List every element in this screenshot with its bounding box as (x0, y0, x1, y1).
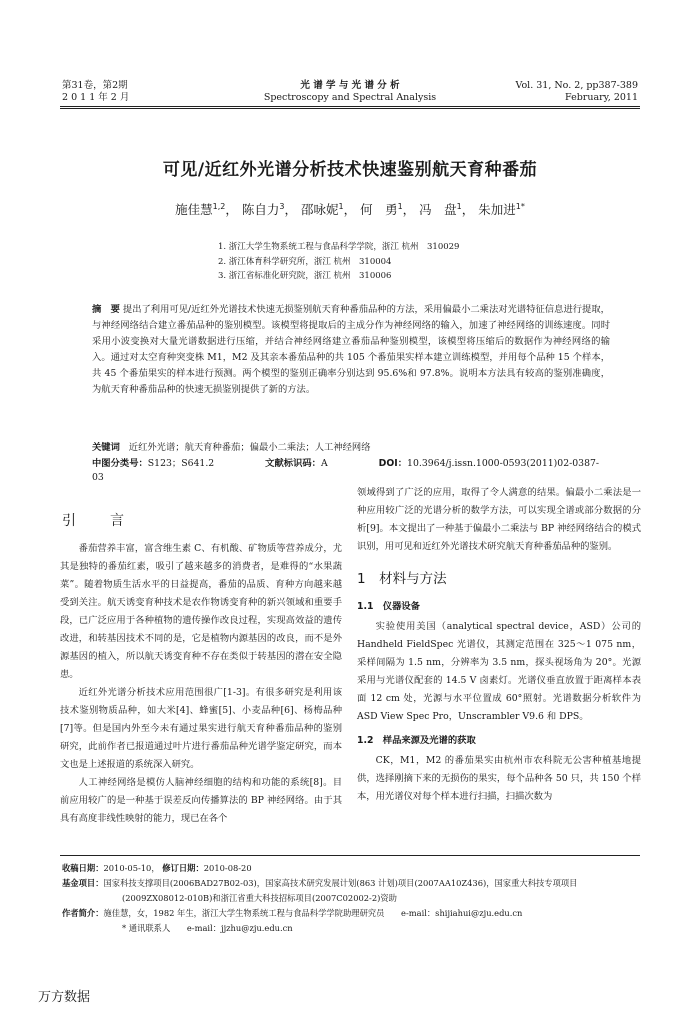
doc-code: 文献标识码：A (265, 458, 328, 469)
funding: 基金项目：国家科技支撑项目(2006BAD27B02-03)，国家高技术研究发展计划(863 计划)项目(2007AA10Z436)，国家重大科技专项项目 (62, 878, 578, 888)
classification-line (92, 457, 610, 485)
corresponding-author: * 通讯联系人 e-mail：jjzhu@zju.edu.cn (122, 923, 293, 933)
affiliation: 3. 浙江省标准化研究院，浙江 杭州 310006 (218, 271, 392, 281)
keywords-text: 近红外光谱；航天育种番茄；偏最小二乘法；人工神经网络 (128, 442, 371, 453)
paragraph: 人工神经网络是模仿人脑神经细胞的结构和功能的系统[8]。目前应用较广的是一种基于误差反向传播算法的 BP 神经网络。由于其具有高度非线性映射的能力，现已在各个 (60, 777, 342, 824)
volume-pages-en: Vol. 31, No. 2, pp387-389 (515, 80, 638, 91)
footnote-rule (60, 855, 640, 856)
volume-issue-cn: 第31卷，第2期 (62, 80, 128, 91)
author: 陈自力$^3$ (241, 201, 285, 217)
subsection-heading: 1.2 样品来源及光谱的获取 (357, 735, 476, 746)
paragraph: 番茄营养丰富，富含维生素 C、有机酸、矿物质等营养成分，尤其是独特的番茄红素，吸引了越来越多的消费者，是难得的“水果蔬菜”。随着物质生活水平的日益提高，番茄的品质、育种方向越来越受到关注。航天诱变育种技术是农作物诱变育种的新兴领域和重要手段，已广泛应用于各种植物的遗传操作改良过程，实现高效益的遗传改进，和转基因技术不同的是，它是植物内源基因的改良，而不是外源基因的植入，所以航天诱变育种不存在类似于转基因的潜在安全隐患。 (60, 543, 342, 680)
keywords-label: 关键词 (92, 442, 120, 453)
affiliation: 2. 浙江体育科学研究所，浙江 杭州 310004 (218, 256, 392, 267)
paragraph: 近红外光谱分析技术应用范围很广[1-3]。有很多研究是利用该技术鉴别物质品种，如大米[4]、蜂蜜[5]、小麦品种[6]、杨梅品种[7]等。但是国内外至今未有通过果实进行航天育种番茄品种的鉴别研究，此前作者已报道通过叶片进行番茄品种光谱学鉴定研究，而本文也是上述报道的系统深入研究。 (60, 687, 342, 770)
affiliation: 1. 浙江大学生物系统工程与食品科学学院，浙江 杭州 310029 (218, 242, 460, 252)
author: 何 勇$^1$ (360, 201, 403, 217)
doi: DOI：10.3964/j.issn.1000-0593(2011)02-0387-03 (92, 458, 600, 483)
received-dates: 收稿日期：2010-05-10， 修订日期：2010-08-20 (62, 863, 252, 873)
abstract (92, 302, 610, 398)
author-list: 施佳慧$^{1,2}$， 陈自力$^3$， 邵咏妮$^1$， 何 勇$^1$， 冯 盘$^1$， 朱加进$^{1*}$ (175, 201, 525, 217)
footnotes (62, 861, 642, 936)
intro-heading: 引 言 (62, 513, 134, 529)
date-cn: 2 0 1 1 年 2 月 (62, 92, 130, 103)
paragraph: 实验使用美国（analytical spectral device，ASD）公司的 Handheld FieldSpec 光谱仪，其测定范围在 325～1 075 nm，采样间隔为 1.5 nm，分辨率为 3.5 nm，探头视场角为 20°。光源采用与光谱仪配套的 14.5 V 卤素灯。光谱仪垂直放置于距离样本表面 12 cm 处，光源与水平位置成 60°照射。光谱数据分析软件为 ASD View Spec Pro，Unscrambler V9.6 和 DPS。 (357, 621, 641, 722)
author: 邵咏妮$^1$ (300, 201, 344, 217)
watermark: 万方数据 (38, 990, 91, 1005)
running-header-right (515, 80, 638, 104)
date-en: February, 2011 (565, 92, 638, 103)
author: 施佳慧$^{1,2}$ (175, 201, 226, 217)
journal-title-en: Spectroscopy and Spectral Analysis (263, 92, 437, 103)
affiliations (218, 240, 459, 284)
abstract-text: 提出了利用可见/近红外光谱技术快速无损鉴别航天育种番茄品种的方法，采用偏最小二乘法对光谱特征信息进行提取，与神经网络结合建立番茄品种的鉴别模型。该模型将提取后的主成分作为神经网络的输入，加速了神经网络的训练速度。同时采用小波变换对大量光谱数据进行压缩，并结合神经网络建立番茄品种鉴别模型，该模型将压缩后的数据作为神经网络的输入。通过对太空育种突变株 M1，M2 及其亲本番茄品种的共 105 个番茄果实样本建立训练模型，并用每个品种 15 个样本，共 45 个番茄果实的样本进行预测。两个模型的鉴别正确率分别达到 95.6%和 97.8%。说明本方法具有较高的鉴别准确度，为航天育种番茄品种的快速无损鉴别提供了新的方法。 (92, 304, 610, 395)
clc-code: 中图分类号：S123；S641.2 (92, 458, 215, 469)
journal-title-cn: 光 谱 学 与 光 谱 分 析 (300, 80, 400, 91)
author-bio: 作者简介：施佳慧，女，1982 年生，浙江大学生物系统工程与食品科学学院助理研究员 e-mail：shijiahui@zju.edu.cn (62, 908, 523, 918)
paragraph: CK，M1，M2 的番茄果实由杭州市农科院无公害种植基地提供，选择刚摘下来的无损伤的果实，每个品种各 50 只，共 150 个样本，用光谱仪对每个样本进行扫描，扫描次数为 (357, 755, 641, 802)
author: 冯 盘$^1$ (419, 201, 462, 217)
keywords (92, 441, 610, 455)
section-heading: 1 材料与方法 (357, 571, 447, 587)
paragraph: 领域得到了广泛的应用，取得了令人满意的结果。偏最小二乘法是一种应用较广泛的光谱分析的数学方法，可以实现全谱或部分数据的分析[9]。本文提出了一种基于偏最小二乘法与 BP 神经网络结合的模式识别，用可见和近红外光谱技术研究航天育种番茄品种的鉴别。 (357, 487, 641, 552)
author: 朱加进$^{1*}$ (478, 201, 525, 217)
left-column (60, 540, 342, 828)
paper-title: 可见/近红外光谱分析技术快速鉴别航天育种番茄 (162, 160, 538, 180)
right-column (357, 484, 641, 806)
abstract-label: 摘 要 (92, 304, 120, 315)
header-rule (60, 106, 640, 107)
subsection-heading: 1.1 仪器设备 (357, 601, 420, 612)
header-rule-thin (60, 108, 640, 109)
funding-cont: (2009ZX08012-010B)和浙江省重大科技招标项目(2007C02002-2)资助 (122, 893, 397, 903)
